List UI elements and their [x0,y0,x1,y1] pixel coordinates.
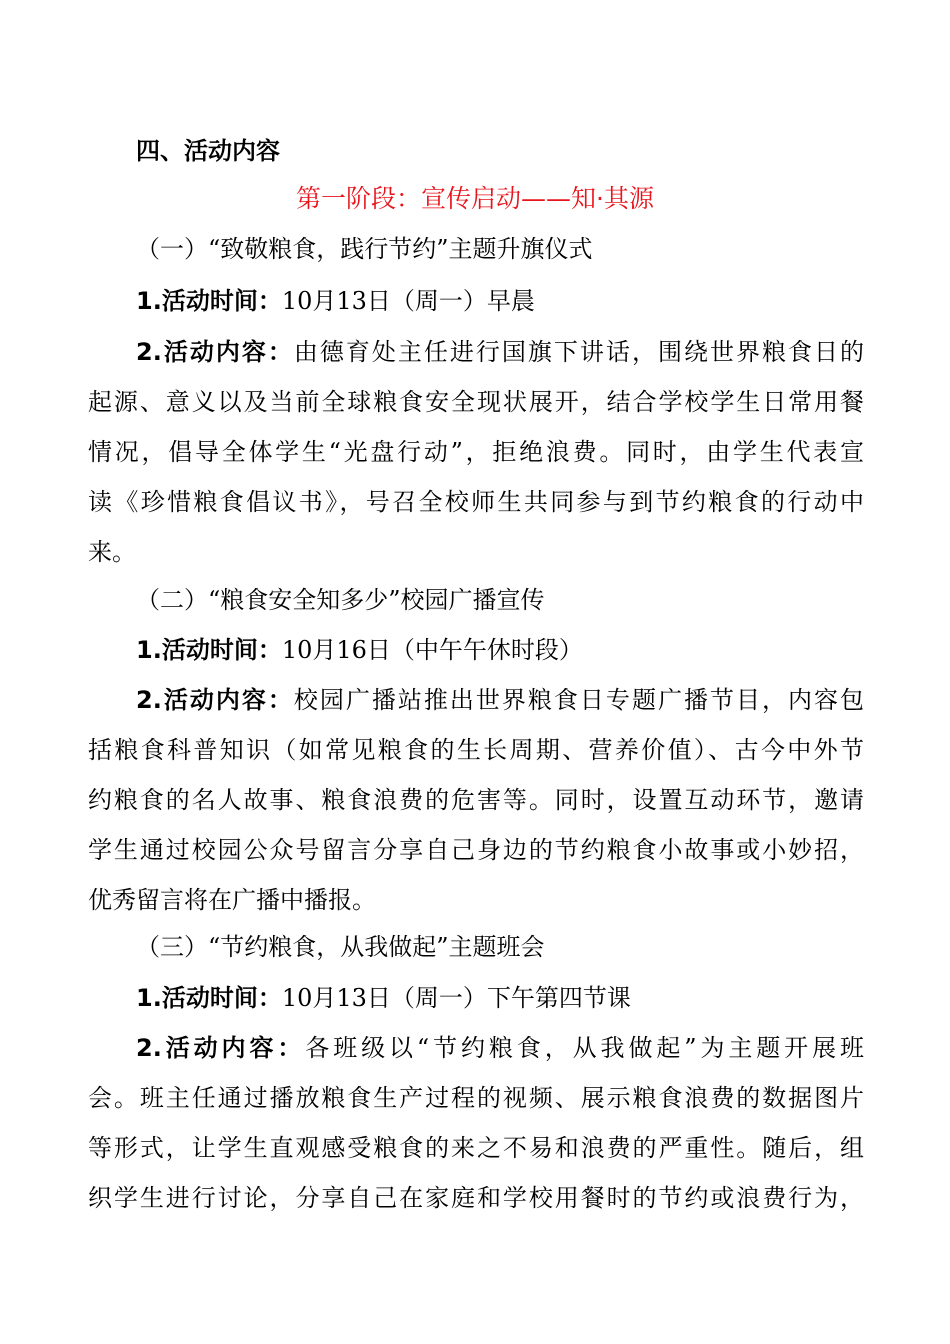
content-line: 约粮食的名人故事、粮食浪费的危害等。同时，设置互动环节，邀请 [88,786,864,814]
content-line: 会。班主任通过播放粮食生产过程的视频、展示粮食浪费的数据图片 [88,1084,864,1112]
time-value: 10月13日（周一）下午第四节课 [281,984,631,1012]
content-text: 校园广播站推出世界粮食日专题广播节目，内容包 [293,686,864,714]
content-line: 学生通过校园公众号留言分享自己身边的节约粮食小故事或小妙招， [88,836,864,864]
activity-time [136,284,912,318]
item-title: （二）“粮食安全知多少”校园广播宣传 [136,586,545,614]
content-label: 2.活动内容： [136,686,294,714]
item-title: （三）“节约粮食，从我做起”主题班会 [136,933,545,961]
content-line: 括粮食科普知识（如常见粮食的生长周期、营养价值）、古今中外节 [88,736,864,764]
content-line: 情况，倡导全体学生“光盘行动”，拒绝浪费。同时，由学生代表宣 [88,438,864,466]
content-line [136,335,864,369]
activity-time [136,633,912,667]
item-title: （一）“致敬粮食，践行节约”主题升旗仪式 [136,235,593,263]
content-line: 等形式，让学生直观感受粮食的来之不易和浪费的严重性。随后，组 [88,1134,864,1162]
activity-time [136,981,912,1015]
content-label: 2.活动内容： [136,1034,306,1062]
content-line [136,1031,864,1065]
content-line [136,683,864,717]
time-label: 1.活动时间： [136,636,282,664]
time-label: 1.活动时间： [136,287,282,315]
content-line: 读《珍惜粮食倡议书》，号召全校师生共同参与到节约粮食的行动中 [88,488,864,516]
content-text: 由德育处主任进行国旗下讲话，围绕世界粮食日的 [293,338,864,366]
stage-title: 第一阶段：宣传启动——知·其源 [296,184,654,213]
content-line: 来。 [88,538,136,566]
time-value: 10月16日（中午午休时段） [281,636,583,664]
content-line: 织学生进行讨论，分享自己在家庭和学校用餐时的节约或浪费行为， [88,1184,864,1212]
content-text: 各班级以“节约粮食，从我做起”为主题开展班 [305,1034,864,1062]
content-line: 起源、意义以及当前全球粮食安全现状展开，结合学校学生日常用餐 [88,388,864,416]
content-line: 优秀留言将在广播中播报。 [88,886,376,914]
time-label: 1.活动时间： [136,984,282,1012]
section-heading: 四、活动内容 [136,137,280,165]
content-label: 2.活动内容： [136,338,294,366]
time-value: 10月13日（周一）早晨 [281,287,535,315]
